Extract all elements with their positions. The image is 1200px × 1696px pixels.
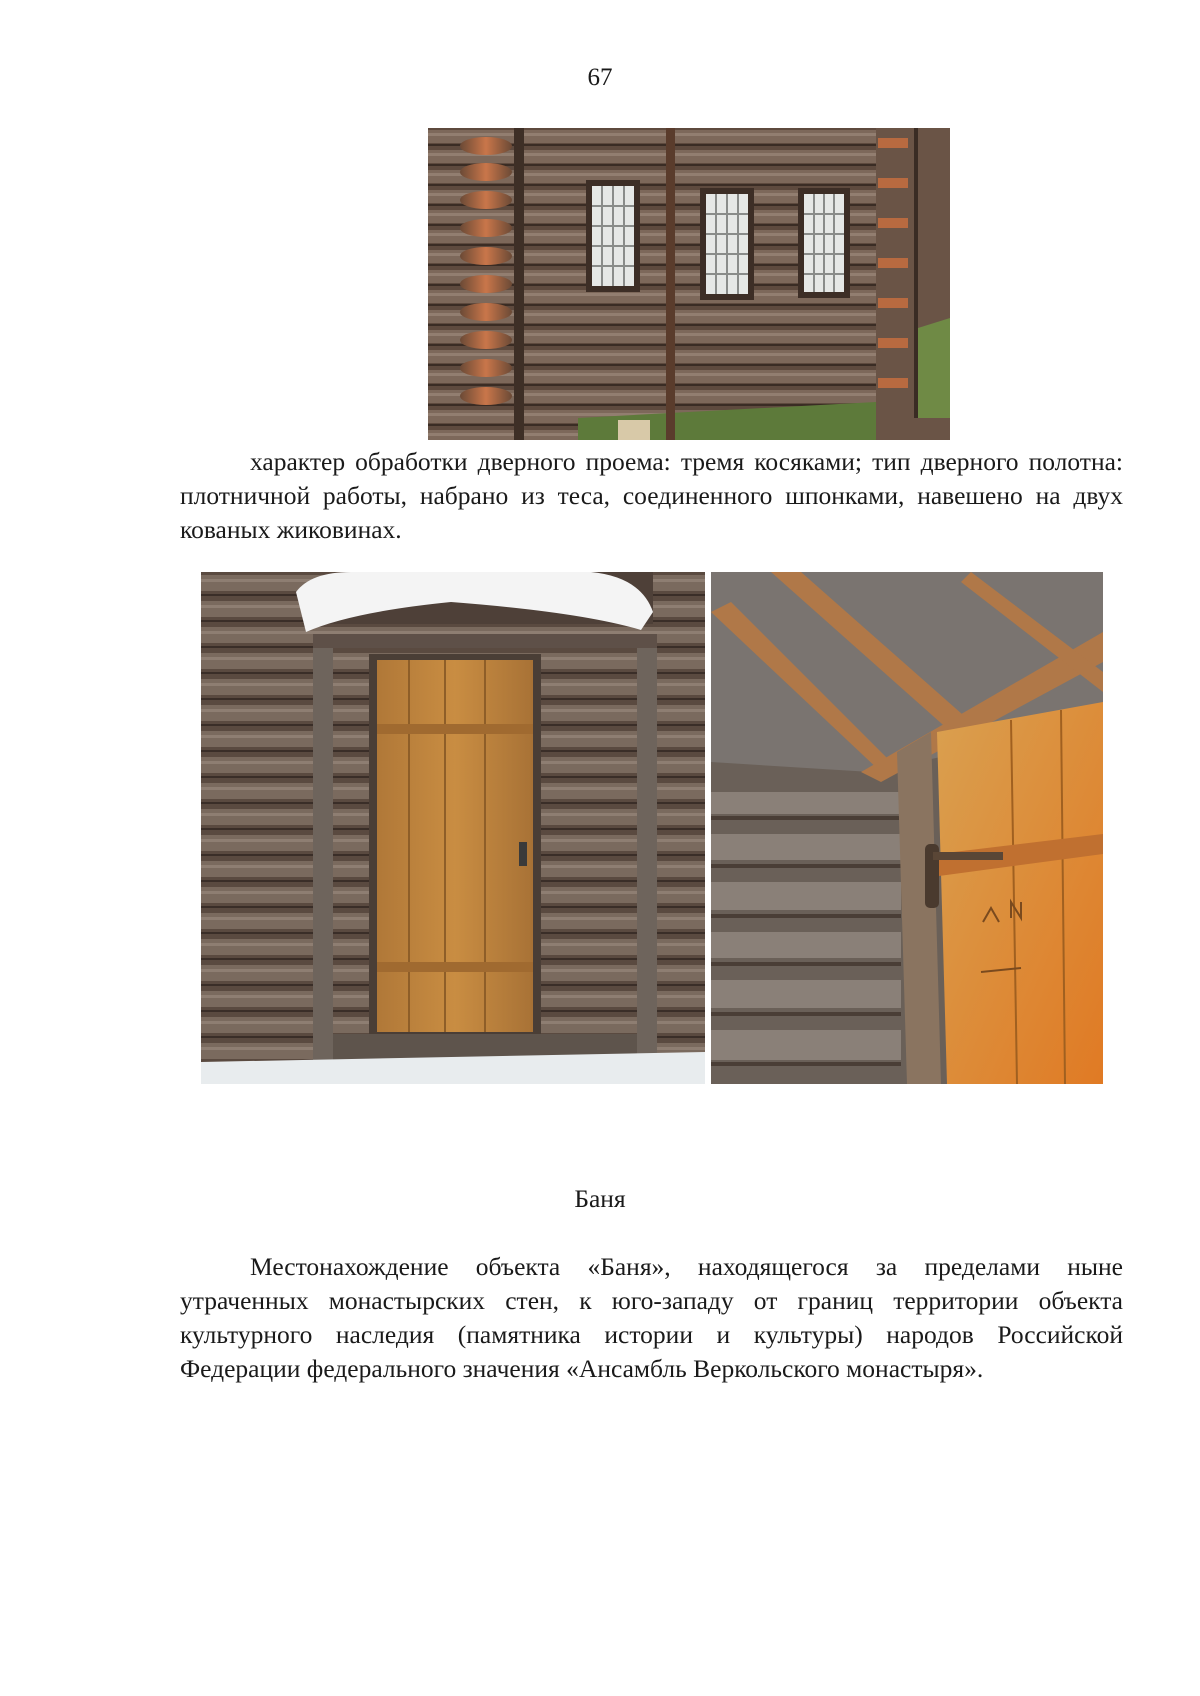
paragraph-door-description: характер обработки дверного проема: тремя косяками; тип дверного полотна: плотничной работы, набрано из теса, соединенного шпонками, навешено на двух кованых жиковинах.	[180, 447, 1123, 544]
log-wall-windows-photo	[428, 128, 950, 440]
door-hinge-detail-photo	[711, 572, 1103, 1084]
page-number: 67	[587, 64, 613, 91]
paragraph-location: Местонахождение объекта «Баня», находящегося за пределами ныне утраченных монастырских стен, к юго-западу от границ территории объекта культурного наследия (памятника истории и культуры) народов Российской Федерации федерального значения «Ансамбль Веркольского монастыря».	[180, 1252, 1123, 1383]
window-2	[700, 188, 754, 300]
window-1	[586, 180, 640, 292]
window-3	[798, 188, 850, 298]
section-heading: Баня	[574, 1184, 626, 1213]
door-porch-photo	[201, 572, 705, 1084]
